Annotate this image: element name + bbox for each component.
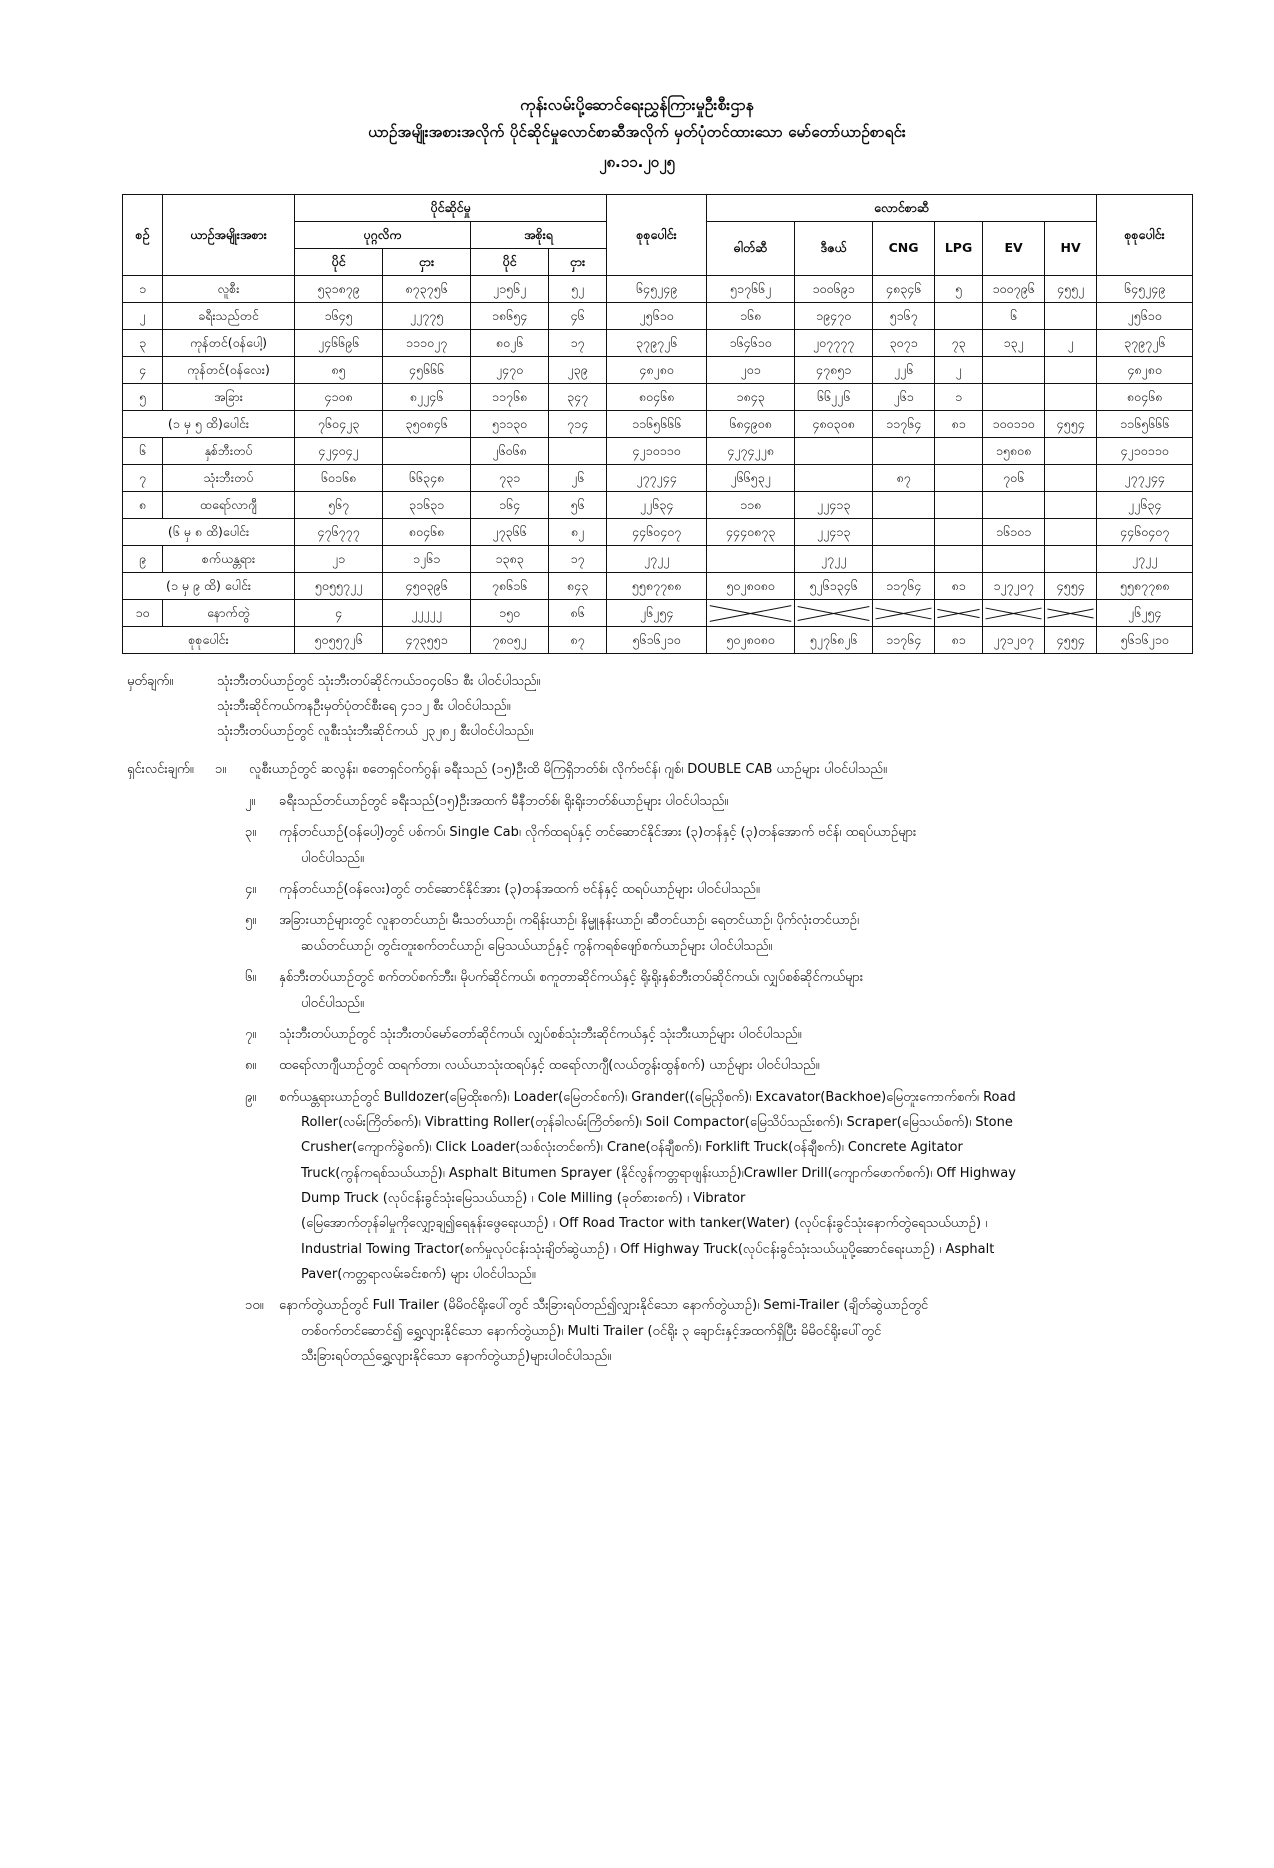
cell-diesel: ၅၂၆၁၃၄၆ [795, 572, 873, 599]
cell-priv-hire: ၃၅၀၈၄၆ [383, 410, 471, 437]
th-diesel: ဒီဇယ် [795, 221, 873, 275]
cell-subtotal: ၂၇၂၂ [607, 545, 707, 572]
row-index: ၆ [123, 437, 163, 464]
cell-priv-hire: ၄၅၆၆၆ [383, 356, 471, 383]
explanation-items [97, 789, 1177, 1369]
cell-lpg: ၈၁ [935, 572, 983, 599]
cell-gov-own: ၇၃၁ [471, 464, 549, 491]
cell-cng [873, 545, 935, 572]
row-vehicle-type: နှစ်ဘီးတပ် [163, 437, 295, 464]
cell-cng: ၄၈၃၄၆ [873, 275, 935, 302]
cell-priv-hire: ၈၀၄၆၈ [383, 518, 471, 545]
cell-priv-own: ၆၀၁၆၈ [295, 464, 383, 491]
explanation-line: တစ်ဝက်တင်ဆောင်၍ ရွှေ့လျားနိုင်သော နောက်တွဲယာဉ်)၊ Multi Trailer (ဝင်ရိုး ၃ ချောင်းနှင့်အထက်ရှိပြီး မိမိဝင်ရိုးပေါ်တွင် [301, 1323, 882, 1339]
cell-priv-own: ၄ [295, 599, 383, 626]
cell-ev: ၁၃၂ [983, 329, 1045, 356]
cell-ev: ၁၀၀၇၉၆ [983, 275, 1045, 302]
cell-gov-own: ၂၆၀၆၈ [471, 437, 549, 464]
cell-petrol: ၅၀၂၈၀၈၀ [707, 572, 795, 599]
cell-gov-own: ၂၁၅၆၂ [471, 275, 549, 302]
cell-ev [983, 545, 1045, 572]
table-row [123, 572, 1193, 599]
notes-label: မှတ်ချက်။ [127, 673, 174, 689]
cell-diesel [795, 599, 873, 626]
th-government-own: ပိုင် [471, 248, 549, 275]
row-index: ၃ [123, 329, 163, 356]
cell-diesel [795, 464, 873, 491]
explanation-line: Roller(လမ်းကြိတ်စက်)၊ Vibratting Roller(တုန်ခါလမ်းကြိတ်စက်)၊ Soil Compactor(မြေသိပ်သည်းစက်)၊ Scraper(မြေသယ်စက်)၊ Stone [301, 1114, 1013, 1130]
cell-hv [1045, 356, 1097, 383]
th-ownership: ပိုင်ဆိုင်မှု [295, 194, 607, 221]
cell-gov-own: ၂၄၇၀ [471, 356, 549, 383]
th-hv: HV [1045, 221, 1097, 275]
explanation-item [97, 877, 1177, 902]
cell-ev: ၁၀၀၁၁၀ [983, 410, 1045, 437]
cell-cng: ၁၁၇၆၄ [873, 410, 935, 437]
cell-priv-own: ၁၆၄၅ [295, 302, 383, 329]
cell-gov-hire: ၂၆ [549, 464, 607, 491]
cell-subtotal: ၅၅၈၇၇၈၈ [607, 572, 707, 599]
explanation-item [97, 1022, 1177, 1047]
cell-ev: ၆ [983, 302, 1045, 329]
explanation-label: ရှင်းလင်းချက်။ [127, 761, 194, 777]
explanation-line: Crusher(ကျောက်ခွဲစက်)၊ Click Loader(သစ်လုံးတင်စက်)၊ Crane(ဝန်ချီစက်)၊ Forklift Truck(ဝန်ချီစက်)၊ Concrete Agitator [301, 1140, 963, 1156]
cell-lpg: ၁ [935, 383, 983, 410]
cell-gov-hire: ၈၂ [549, 518, 607, 545]
explanation-item [97, 820, 1177, 871]
cell-petrol: ၂၆၆၅၃၂ [707, 464, 795, 491]
cell-diesel: ၂၀၇၇၇၇ [795, 329, 873, 356]
explanation-item-number: ၁၀။ [245, 1298, 264, 1314]
cell-cng [873, 599, 935, 626]
cell-priv-own: ၅၀၅၅၇၂၂ [295, 572, 383, 599]
document-page [0, 92, 1274, 1868]
cell-priv-hire: ၄၇၃၅၅၁ [383, 626, 471, 653]
notes-section [97, 670, 1177, 745]
report-date: ၂၈.၁၁.၂၀၂၅ [599, 153, 675, 172]
cell-total: ၂၂၆၃၄ [1097, 491, 1193, 518]
row-index: ၅ [123, 383, 163, 410]
th-private-hire: ငှား [383, 248, 471, 275]
cell-subtotal: ၅၆၁၆၂၁၀ [607, 626, 707, 653]
row-vehicle-type: ထရော်လာဂျီ [163, 491, 295, 518]
explanation-line: (မြေအောက်တုန်ခါမှုကိုလျှော့ချ၍ရေနုန်းဖွေရေးယာဉ်) ၊ Off Road Tractor with tanker(Water) (လုပ်ငန်းခွင်သုံးနောက်တွဲရေသယ်ယာဉ်) ၊ [301, 1216, 988, 1232]
cell-diesel: ၆၆၂၂၆ [795, 383, 873, 410]
cell-cng: ၈၇ [873, 464, 935, 491]
cell-subtotal: ၂၇၇၂၄၄ [607, 464, 707, 491]
explanation-item-number: ၉။ [245, 1089, 257, 1105]
cell-ev [983, 383, 1045, 410]
cell-ev: ၁၂၇၂၀၇ [983, 572, 1045, 599]
cell-gov-hire: ၁၇ [549, 545, 607, 572]
explanation-line: Paver(ကတ္တရာလမ်းခင်းစက်) များ ပါဝင်ပါသည်။ [301, 1266, 536, 1282]
explanation-line: Dump Truck (လုပ်ငန်းခွင်သုံးမြေသယ်ယာဉ်) ၊ Cole Milling (ခုတ်စားစက်) ၊ Vibrator [301, 1190, 746, 1206]
row-group-label: စုစုပေါင်း [123, 626, 295, 653]
cell-subtotal: ၂၅၆၁၀ [607, 302, 707, 329]
explanation-line: Truck(ကွန်ကရစ်သယ်ယာဉ်)၊ Asphalt Bitumen Sprayer (နိုင်လွန်ကတ္တရာဖျန်းယာဉ်)၊Crawller Drill(ကျောက်ဖောက်စက်)၊ Off Highway [301, 1165, 1016, 1181]
cell-gov-hire: ၃၄၇ [549, 383, 607, 410]
cell-lpg: ၈၁ [935, 410, 983, 437]
cell-priv-hire: ၈၂၂၄၆ [383, 383, 471, 410]
cell-hv: ၂ [1045, 329, 1097, 356]
cell-gov-own: ၁၅၀ [471, 599, 549, 626]
page-title: ကုန်းလမ်းပို့ဆောင်ရေးညွှန်ကြားမှုဦးစီးဌာန [520, 96, 754, 114]
explanation-item-body [279, 965, 1177, 1016]
cell-petrol: ၁၁၈ [707, 491, 795, 518]
table-row [123, 329, 1193, 356]
cell-lpg [935, 518, 983, 545]
cell-ev: ၁၅၈၀၈ [983, 437, 1045, 464]
explanation-item-number: ၈။ [245, 1058, 257, 1074]
cell-priv-hire [383, 437, 471, 464]
explanation-line: နောက်တွဲယာဉ်တွင် Full Trailer (မိမိဝင်ရိုးပေါ်တွင် သီးခြားရပ်တည်၍လျှားနိုင်သော နောက်တွဲယာဉ်)၊ Semi-Trailer (ချိတ်ဆွဲယာဉ်တွင် [279, 1298, 929, 1314]
cell-hv: ၄၅၅၂ [1045, 275, 1097, 302]
note-line: သုံးဘီးဆိုင်ကယ်ကနဦးမှတ်ပုံတင်စီးရေ ၄၁၁၂ စီး ပါဝင်ပါသည်။ [217, 698, 511, 714]
cell-lpg [935, 545, 983, 572]
explanation-item-number: ၆။ [245, 970, 257, 986]
cell-lpg: ၈၁ [935, 626, 983, 653]
cell-total: ၄၈၂၈၀ [1097, 356, 1193, 383]
row-index: ၄ [123, 356, 163, 383]
table-row [123, 356, 1193, 383]
row-vehicle-type: ကုန်တင်(ဝန်ပေါ့) [163, 329, 295, 356]
table-row [123, 302, 1193, 329]
table-row [123, 626, 1193, 653]
cell-priv-own: ၅၀၅၅၇၂၆ [295, 626, 383, 653]
explanation-line: ကုန်တင်ယာဉ်(ဝန်ပေါ့)တွင် ပစ်ကပ်၊ Single Cab၊ လိုက်ထရပ်နှင့် တင်ဆောင်နိုင်အား (၃)တန်နှင့် (၃)တန်အောက် ဗင်န်၊ ထရပ်ယာဉ်များ [279, 825, 917, 841]
cell-gov-own: ၇၈၀၅၂ [471, 626, 549, 653]
page-subtitle: ယာဉ်အမျိုးအစားအလိုက် ပိုင်ဆိုင်မှုလောင်စာဆီအလိုက် မှတ်ပုံတင်ထားသော မော်တော်ယာဉ်စာရင်း [368, 123, 906, 142]
cell-diesel: ၂၂၄၁၃ [795, 518, 873, 545]
cell-lpg [935, 599, 983, 626]
row-index: ၁၀ [123, 599, 163, 626]
cell-total: ၈၀၄၆၈ [1097, 383, 1193, 410]
row-vehicle-type: သုံးဘီးတပ် [163, 464, 295, 491]
explanation-item-body [279, 1053, 1177, 1078]
explanation-item-number: ၅။ [245, 913, 257, 929]
cell-lpg [935, 464, 983, 491]
explanation-item-number: ၁။ [215, 761, 227, 777]
explanation-item [97, 1085, 1177, 1288]
cell-priv-hire: ၄၅၀၃၉၆ [383, 572, 471, 599]
row-vehicle-type: နောက်တွဲ [163, 599, 295, 626]
explanation-line: သီးခြားရပ်တည်ရွှေ့လျားနိုင်သော နောက်တွဲယာဉ်)များပါဝင်ပါသည်။ [301, 1348, 612, 1364]
cell-priv-own: ၅၃၁၈၇၉ [295, 275, 383, 302]
table-body [123, 275, 1193, 653]
cell-hv [1045, 491, 1097, 518]
cell-gov-hire: ၅၆ [549, 491, 607, 518]
explanation-item-number: ၇။ [245, 1026, 257, 1042]
table-row [123, 275, 1193, 302]
cell-cng [873, 437, 935, 464]
table-row [123, 437, 1193, 464]
cell-total: ၃၇၉၇၂၆ [1097, 329, 1193, 356]
explanation-item-body [279, 789, 1177, 814]
cell-subtotal: ၄၈၂၈၀ [607, 356, 707, 383]
cell-priv-hire: ၁၁၁၀၂၇ [383, 329, 471, 356]
cell-subtotal: ၄၂၁၀၁၁၀ [607, 437, 707, 464]
note-line: သုံးဘီးတပ်ယာဉ်တွင် လူစီးသုံးဘီးဆိုင်ကယ် ၂၃၂၈၂ စီးပါဝင်ပါသည်။ [217, 723, 534, 739]
cell-total: ၄၂၁၀၁၁၀ [1097, 437, 1193, 464]
cell-cng: ၂၆၁ [873, 383, 935, 410]
explanation-line: စက်ယန္တရားယာဉ်တွင် Bulldozer(မြေထိုးစက်)၊ Loader(မြေတင်စက်)၊ Grander((မြေညှိစက်)၊ Excavator(Backhoe)မြေတူးကောက်စက်၊ Road [279, 1089, 1016, 1105]
explanation-item-body [279, 1293, 1177, 1369]
row-index: ၈ [123, 491, 163, 518]
cell-diesel [795, 437, 873, 464]
cell-total: ၄၄၆၀၄၀၇ [1097, 518, 1193, 545]
cell-diesel: ၂၂၄၁၃ [795, 491, 873, 518]
explanation-item-body [279, 1085, 1177, 1288]
row-group-label: (၁ မှ ၉ ထိ) ပေါင်း [123, 572, 295, 599]
cell-priv-own: ၇၆၀၄၂၃ [295, 410, 383, 437]
explanation-item-body [279, 820, 1177, 871]
th-petrol: ဓါတ်ဆီ [707, 221, 795, 275]
explanation-item-body [279, 877, 1177, 902]
cell-priv-hire: ၃၁၆၃၁ [383, 491, 471, 518]
cell-priv-hire: ၂၂၇၇၅ [383, 302, 471, 329]
cell-diesel: ၅၂၇၆၈၂၆ [795, 626, 873, 653]
explanation-item-number: ၂။ [245, 794, 256, 810]
cell-gov-own: ၁၈၆၅၄ [471, 302, 549, 329]
cell-petrol: ၅၁၇၆၆၂ [707, 275, 795, 302]
th-government-hire: ငှား [549, 248, 607, 275]
cell-ev: ၇၀၆ [983, 464, 1045, 491]
cell-diesel: ၁၀၀၆၉၁ [795, 275, 873, 302]
cell-hv [1045, 518, 1097, 545]
row-group-label: (၆ မှ ၈ ထိ)ပေါင်း [123, 518, 295, 545]
cell-ev [983, 599, 1045, 626]
cell-gov-hire [549, 437, 607, 464]
th-cng: CNG [873, 221, 935, 275]
cell-subtotal: ၆၄၅၂၄၉ [607, 275, 707, 302]
explanation-line: အခြားယာဉ်များတွင် လူနာတင်ယာဉ်၊ မီးသတ်ယာဉ်၊ ကရိန်းယာဉ်၊ နိမ္မူနန်းယာဉ်၊ ဆီတင်ယာဉ်၊ ရေတင်ယာဉ်၊ ပိုက်လုံးတင်ယာဉ်၊ [279, 913, 860, 929]
cell-cng [873, 518, 935, 545]
cell-petrol [707, 545, 795, 572]
cell-diesel: ၂၇၂၂ [795, 545, 873, 572]
cell-gov-hire: ၈၇ [549, 626, 607, 653]
explanation-line: ကုန်တင်ယာဉ်(ဝန်လေး)တွင် တင်ဆောင်နိုင်အား (၃)တန်အထက် ဗင်န်နှင့် ထရပ်ယာဉ်များ ပါဝင်ပါသည်။ [279, 882, 760, 898]
explanation-line: Industrial Towing Tractor(စက်မှုလုပ်ငန်းသုံးချိတ်ဆွဲယာဉ်) ၊ Off Highway Truck(လုပ်ငန်းခွင်သုံးသယ်ယူပို့ဆောင်ရေးယာဉ်) ၊ Asphalt [301, 1241, 995, 1257]
explanation-line: သုံးဘီးတပ်ယာဉ်တွင် သုံးဘီးတပ်မော်တော်ဆိုင်ကယ်၊ လျှပ်စစ်သုံးဘီးဆိုင်ကယ်နှင့် သုံးဘီးယာဉ်များ ပါဝင်ပါသည်။ [279, 1026, 802, 1042]
th-private-own: ပိုင် [295, 248, 383, 275]
cell-cng: ၅၁၆၇ [873, 302, 935, 329]
cell-priv-hire: ၆၆၃၄၈ [383, 464, 471, 491]
cell-gov-own: ၁၃၈၃ [471, 545, 549, 572]
row-vehicle-type: ခရီးသည်တင် [163, 302, 295, 329]
cell-priv-own: ၈၅ [295, 356, 383, 383]
cell-petrol: ၄၄၄၀၈၇၃ [707, 518, 795, 545]
row-index: ၁ [123, 275, 163, 302]
cell-priv-own: ၄၂၄၀၄၂ [295, 437, 383, 464]
explanation-item [97, 965, 1177, 1016]
explanation-item [97, 789, 1177, 814]
cell-lpg [935, 302, 983, 329]
explanation-line: ခရီးသည်တင်ယာဉ်တွင် ခရီးသည်(၁၅)ဦးအထက် မီနီဘတ်စ်၊ ရိုးရိုးဘတ်စ်ယာဉ်များ ပါဝင်ပါသည်။ [279, 794, 729, 810]
cell-subtotal: ၄၄၆၀၄၀၇ [607, 518, 707, 545]
vehicle-statistics-table [122, 194, 1193, 654]
cell-lpg: ၅ [935, 275, 983, 302]
vehicle-statistics-table-wrapper [122, 194, 1170, 654]
cell-gov-hire: ၈၆ [549, 599, 607, 626]
cell-petrol: ၅၀၂၈၀၈၀ [707, 626, 795, 653]
th-grand-total: စုစုပေါင်း [1097, 194, 1193, 275]
notes-lines [217, 670, 1177, 745]
table-row [123, 518, 1193, 545]
row-group-label: (၁ မှ ၅ ထိ)ပေါင်း [123, 410, 295, 437]
cell-gov-hire: ၈၄၃ [549, 572, 607, 599]
cell-hv [1045, 383, 1097, 410]
cell-petrol: ၄၂၇၄၂၂၈ [707, 437, 795, 464]
th-vehicle-type: ယာဉ်အမျိုးအစား [163, 194, 295, 275]
cell-cng: ၁၁၇၆၄ [873, 572, 935, 599]
cell-gov-own: ၁၁၇၆၈ [471, 383, 549, 410]
cell-hv [1045, 437, 1097, 464]
table-row [123, 383, 1193, 410]
cell-subtotal: ၃၇၉၇၂၆ [607, 329, 707, 356]
cell-total: ၂၇၂၂ [1097, 545, 1193, 572]
th-index: စဉ် [123, 194, 163, 275]
row-vehicle-type: လူစီး [163, 275, 295, 302]
th-ownership-subtotal: စုစုပေါင်း [607, 194, 707, 275]
explanation-item-number: ၄။ [245, 882, 257, 898]
row-index: ၇ [123, 464, 163, 491]
cell-priv-own: ၂၁ [295, 545, 383, 572]
cell-priv-own: ၂၄၆၆၉၆ [295, 329, 383, 356]
cell-lpg: ၂ [935, 356, 983, 383]
explanation-line: ပါဝင်ပါသည်။ [301, 850, 364, 866]
cell-ev [983, 491, 1045, 518]
cell-gov-own: ၈၀၂၆ [471, 329, 549, 356]
cell-ev: ၁၆၁၀၁ [983, 518, 1045, 545]
explanation-item [97, 1293, 1177, 1369]
cell-gov-hire: ၇၁၄ [549, 410, 607, 437]
th-government: အစိုးရ [471, 221, 607, 248]
cell-petrol: ၁၆၄၆၁၀ [707, 329, 795, 356]
cell-gov-own: ၅၁၁၃၀ [471, 410, 549, 437]
cell-cng: ၂၂၆ [873, 356, 935, 383]
explanation-item [97, 908, 1177, 959]
explanation-item-number: ၃။ [245, 825, 257, 841]
cell-ev: ၂၇၁၂၀၇ [983, 626, 1045, 653]
cell-hv [1045, 545, 1097, 572]
explanation-section [97, 757, 1177, 782]
cell-gov-hire: ၅၂ [549, 275, 607, 302]
cell-hv: ၄၅၅၄ [1045, 572, 1097, 599]
row-index: ၂ [123, 302, 163, 329]
explanation-line: ပါဝင်ပါသည်။ [301, 995, 364, 1011]
cell-petrol [707, 599, 795, 626]
cell-total: ၆၄၅၂၄၉ [1097, 275, 1193, 302]
table-row [123, 491, 1193, 518]
explanation-line: နှစ်ဘီးတပ်ယာဉ်တွင် စက်တပ်စက်ဘီး၊ မိုပက်ဆိုင်ကယ်၊ စကူတာဆိုင်ကယ်နှင့် ရိုးရိုးနှစ်ဘီးတပ်ဆိုင်ကယ်၊ လျှပ်စစ်ဆိုင်ကယ်များ [279, 970, 864, 986]
cell-gov-hire: ၁၇ [549, 329, 607, 356]
explanation-line: ဆယ်တင်ယာဉ်၊ တွင်းတူးစက်တင်ယာဉ်၊ မြေသယ်ယာဉ်နှင့် ကွန်ကရစ်ဖျော်စက်ယာဉ်များ ပါဝင်ပါသည်။ [301, 938, 773, 954]
explanation-item [97, 1053, 1177, 1078]
th-private: ပုဂ္ဂလိက [295, 221, 471, 248]
cell-total: ၅၆၁၆၂၁၀ [1097, 626, 1193, 653]
table-row [123, 599, 1193, 626]
cell-priv-own: ၅၆၇ [295, 491, 383, 518]
th-ev: EV [983, 221, 1045, 275]
th-fuel: လောင်စာဆီ [707, 194, 1097, 221]
cell-total: ၅၅၈၇၇၈၈ [1097, 572, 1193, 599]
explanation-item-body [279, 908, 1177, 959]
cell-diesel: ၁၉၄၇၀ [795, 302, 873, 329]
table-row [123, 545, 1193, 572]
cell-gov-own: ၂၇၃၆၆ [471, 518, 549, 545]
row-vehicle-type: ကုန်တင်(ဝန်လေး) [163, 356, 295, 383]
cell-total: ၂၅၆၁၀ [1097, 302, 1193, 329]
cell-priv-own: ၄၁၀၈ [295, 383, 383, 410]
table-row [123, 410, 1193, 437]
cell-lpg [935, 437, 983, 464]
row-vehicle-type: စက်ယန္တရား [163, 545, 295, 572]
cell-subtotal: ၈၀၄၆၈ [607, 383, 707, 410]
cell-lpg: ၇၃ [935, 329, 983, 356]
cell-priv-hire: ၁၂၆၁ [383, 545, 471, 572]
cell-hv: ၄၅၅၄ [1045, 410, 1097, 437]
document-header [0, 92, 1274, 176]
note-line: သုံးဘီးတပ်ယာဉ်တွင် သုံးဘီးတပ်ဆိုင်ကယ်၁၀၄၀၆၁ စီး ပါဝင်ပါသည်။ [217, 673, 541, 689]
cell-hv [1045, 302, 1097, 329]
cell-priv-own: ၄၇၆၇၇၇ [295, 518, 383, 545]
cell-gov-hire: ၄၆ [549, 302, 607, 329]
cell-diesel: ၄၈၀၃၀၈ [795, 410, 873, 437]
cell-hv [1045, 599, 1097, 626]
cell-priv-hire: ၂၂၂၂၂ [383, 599, 471, 626]
table-header-row [123, 194, 1193, 221]
cell-hv: ၄၅၅၄ [1045, 626, 1097, 653]
cell-lpg [935, 491, 983, 518]
cell-gov-hire: ၂၃၉ [549, 356, 607, 383]
cell-petrol: ၆၈၄၉၀၈ [707, 410, 795, 437]
row-vehicle-type: အခြား [163, 383, 295, 410]
cell-hv [1045, 464, 1097, 491]
cell-petrol: ၂၀၁ [707, 356, 795, 383]
cell-subtotal: ၂၂၆၃၄ [607, 491, 707, 518]
cell-cng [873, 491, 935, 518]
explanation-item-body: လူစီးယာဉ်တွင် ဆလွန်း၊ စတေရှင်ဝက်ဂွန်၊ ခရီးသည် (၁၅)ဦးထိ မိကြရှိဘတ်စ်၊ လိုက်ဗင်န်၊ ဂျစ်၊ DOUBLE CAB ယာဉ်များ ပါဝင်ပါသည်။ [249, 761, 887, 777]
cell-ev [983, 356, 1045, 383]
cell-subtotal: ၂၆၂၅၄ [607, 599, 707, 626]
cell-petrol: ၁၆၈ [707, 302, 795, 329]
explanation-line: ထရော်လာဂျီယာဉ်တွင် ထရက်တာ၊ လယ်ယာသုံးထရပ်နှင့် ထရော်လာဂျီ(လယ်တွန်းထွန်စက်) ယာဉ်များ ပါဝင်ပါသည်။ [279, 1058, 820, 1074]
cell-total: ၂၆၂၅၄ [1097, 599, 1193, 626]
cell-cng: ၃၀၇၁ [873, 329, 935, 356]
cell-cng: ၁၁၇၆၄ [873, 626, 935, 653]
cell-gov-own: ၁၆၄ [471, 491, 549, 518]
th-lpg: LPG [935, 221, 983, 275]
row-index: ၉ [123, 545, 163, 572]
explanation-first-row [97, 757, 1177, 782]
explanation-item-body [279, 1022, 1177, 1047]
cell-total: ၁၁၆၅၆၆၆ [1097, 410, 1193, 437]
cell-priv-hire: ၈၇၃၇၅၆ [383, 275, 471, 302]
cell-subtotal: ၁၁၆၅၆၆၆ [607, 410, 707, 437]
cell-total: ၂၇၇၂၄၄ [1097, 464, 1193, 491]
cell-gov-own: ၇၈၆၁၆ [471, 572, 549, 599]
cell-petrol: ၁၈၄၃ [707, 383, 795, 410]
cell-diesel: ၄၇၈၅၁ [795, 356, 873, 383]
table-row [123, 464, 1193, 491]
